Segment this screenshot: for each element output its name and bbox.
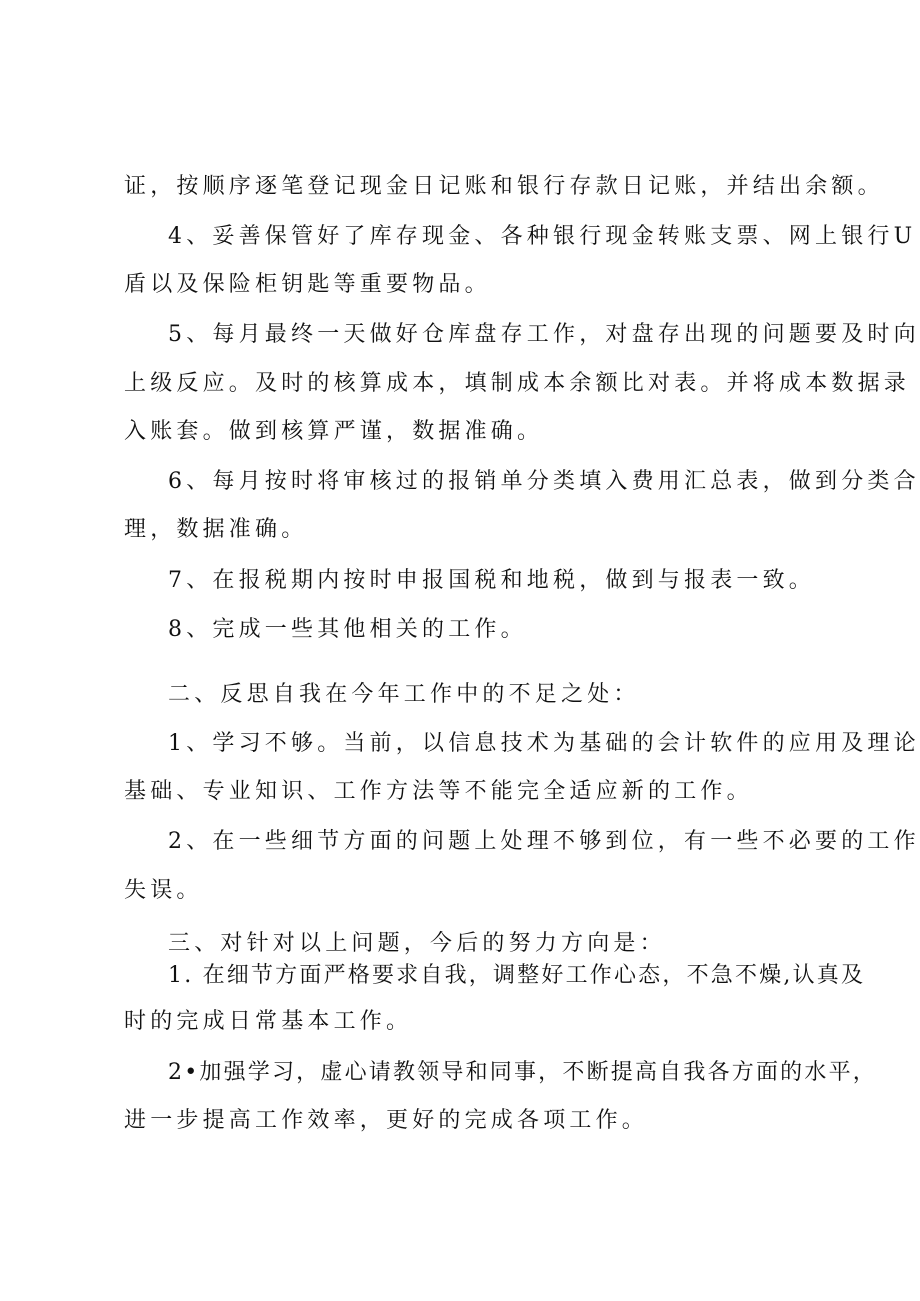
text-line: 5、每月最终一天做好仓库盘存工作，对盘存出现的问题要及时向 [168, 322, 920, 347]
text-line: 理，数据准确。 [124, 517, 308, 542]
text-line: 1. 在细节方面严格要求自我，调整好工作心态，不急不燥,认真及 [168, 963, 866, 988]
text-line: 上级反应。及时的核算成本，填制成本余额比对表。并将成本数据录 [124, 371, 911, 396]
text-line: 时的完成日常基本工作。 [124, 1009, 413, 1034]
text-line: 2•加强学习，虚心请教领导和同事，不断提高自我各方面的水平， [168, 1060, 877, 1085]
text-line: 基础、专业知识、工作方法等不能完全适应新的工作。 [124, 779, 753, 804]
text-line: 7、在报税期内按时申报国税和地税，做到与报表一致。 [168, 568, 815, 593]
text-line: 1、学习不够。当前，以信息技术为基础的会计软件的应用及理论 [168, 731, 920, 756]
text-line: 4、妥善保管好了库存现金、各种银行现金转账支票、网上银行U [168, 224, 917, 249]
text-line: 入账套。做到核算严谨，数据准确。 [124, 419, 544, 444]
text-line: 证，按顺序逐笔登记现金日记账和银行存款日记账，并结出余额。 [124, 174, 884, 199]
section-heading: 二、反思自我在今年工作中的不足之处： [168, 682, 640, 707]
text-line: 6、每月按时将审核过的报销单分类填入费用汇总表，做到分类合 [168, 469, 920, 494]
text-line: 盾以及保险柜钥匙等重要物品。 [124, 272, 491, 297]
text-line: 2、在一些细节方面的问题上处理不够到位，有一些不必要的工作 [168, 829, 920, 854]
section-heading: 三、对针对以上问题，今后的努力方向是： [168, 931, 666, 956]
text-line: 失误。 [124, 878, 203, 903]
text-line: 8、完成一些其他相关的工作。 [168, 617, 527, 642]
text-line: 进一步提高工作效率，更好的完成各项工作。 [124, 1108, 649, 1133]
